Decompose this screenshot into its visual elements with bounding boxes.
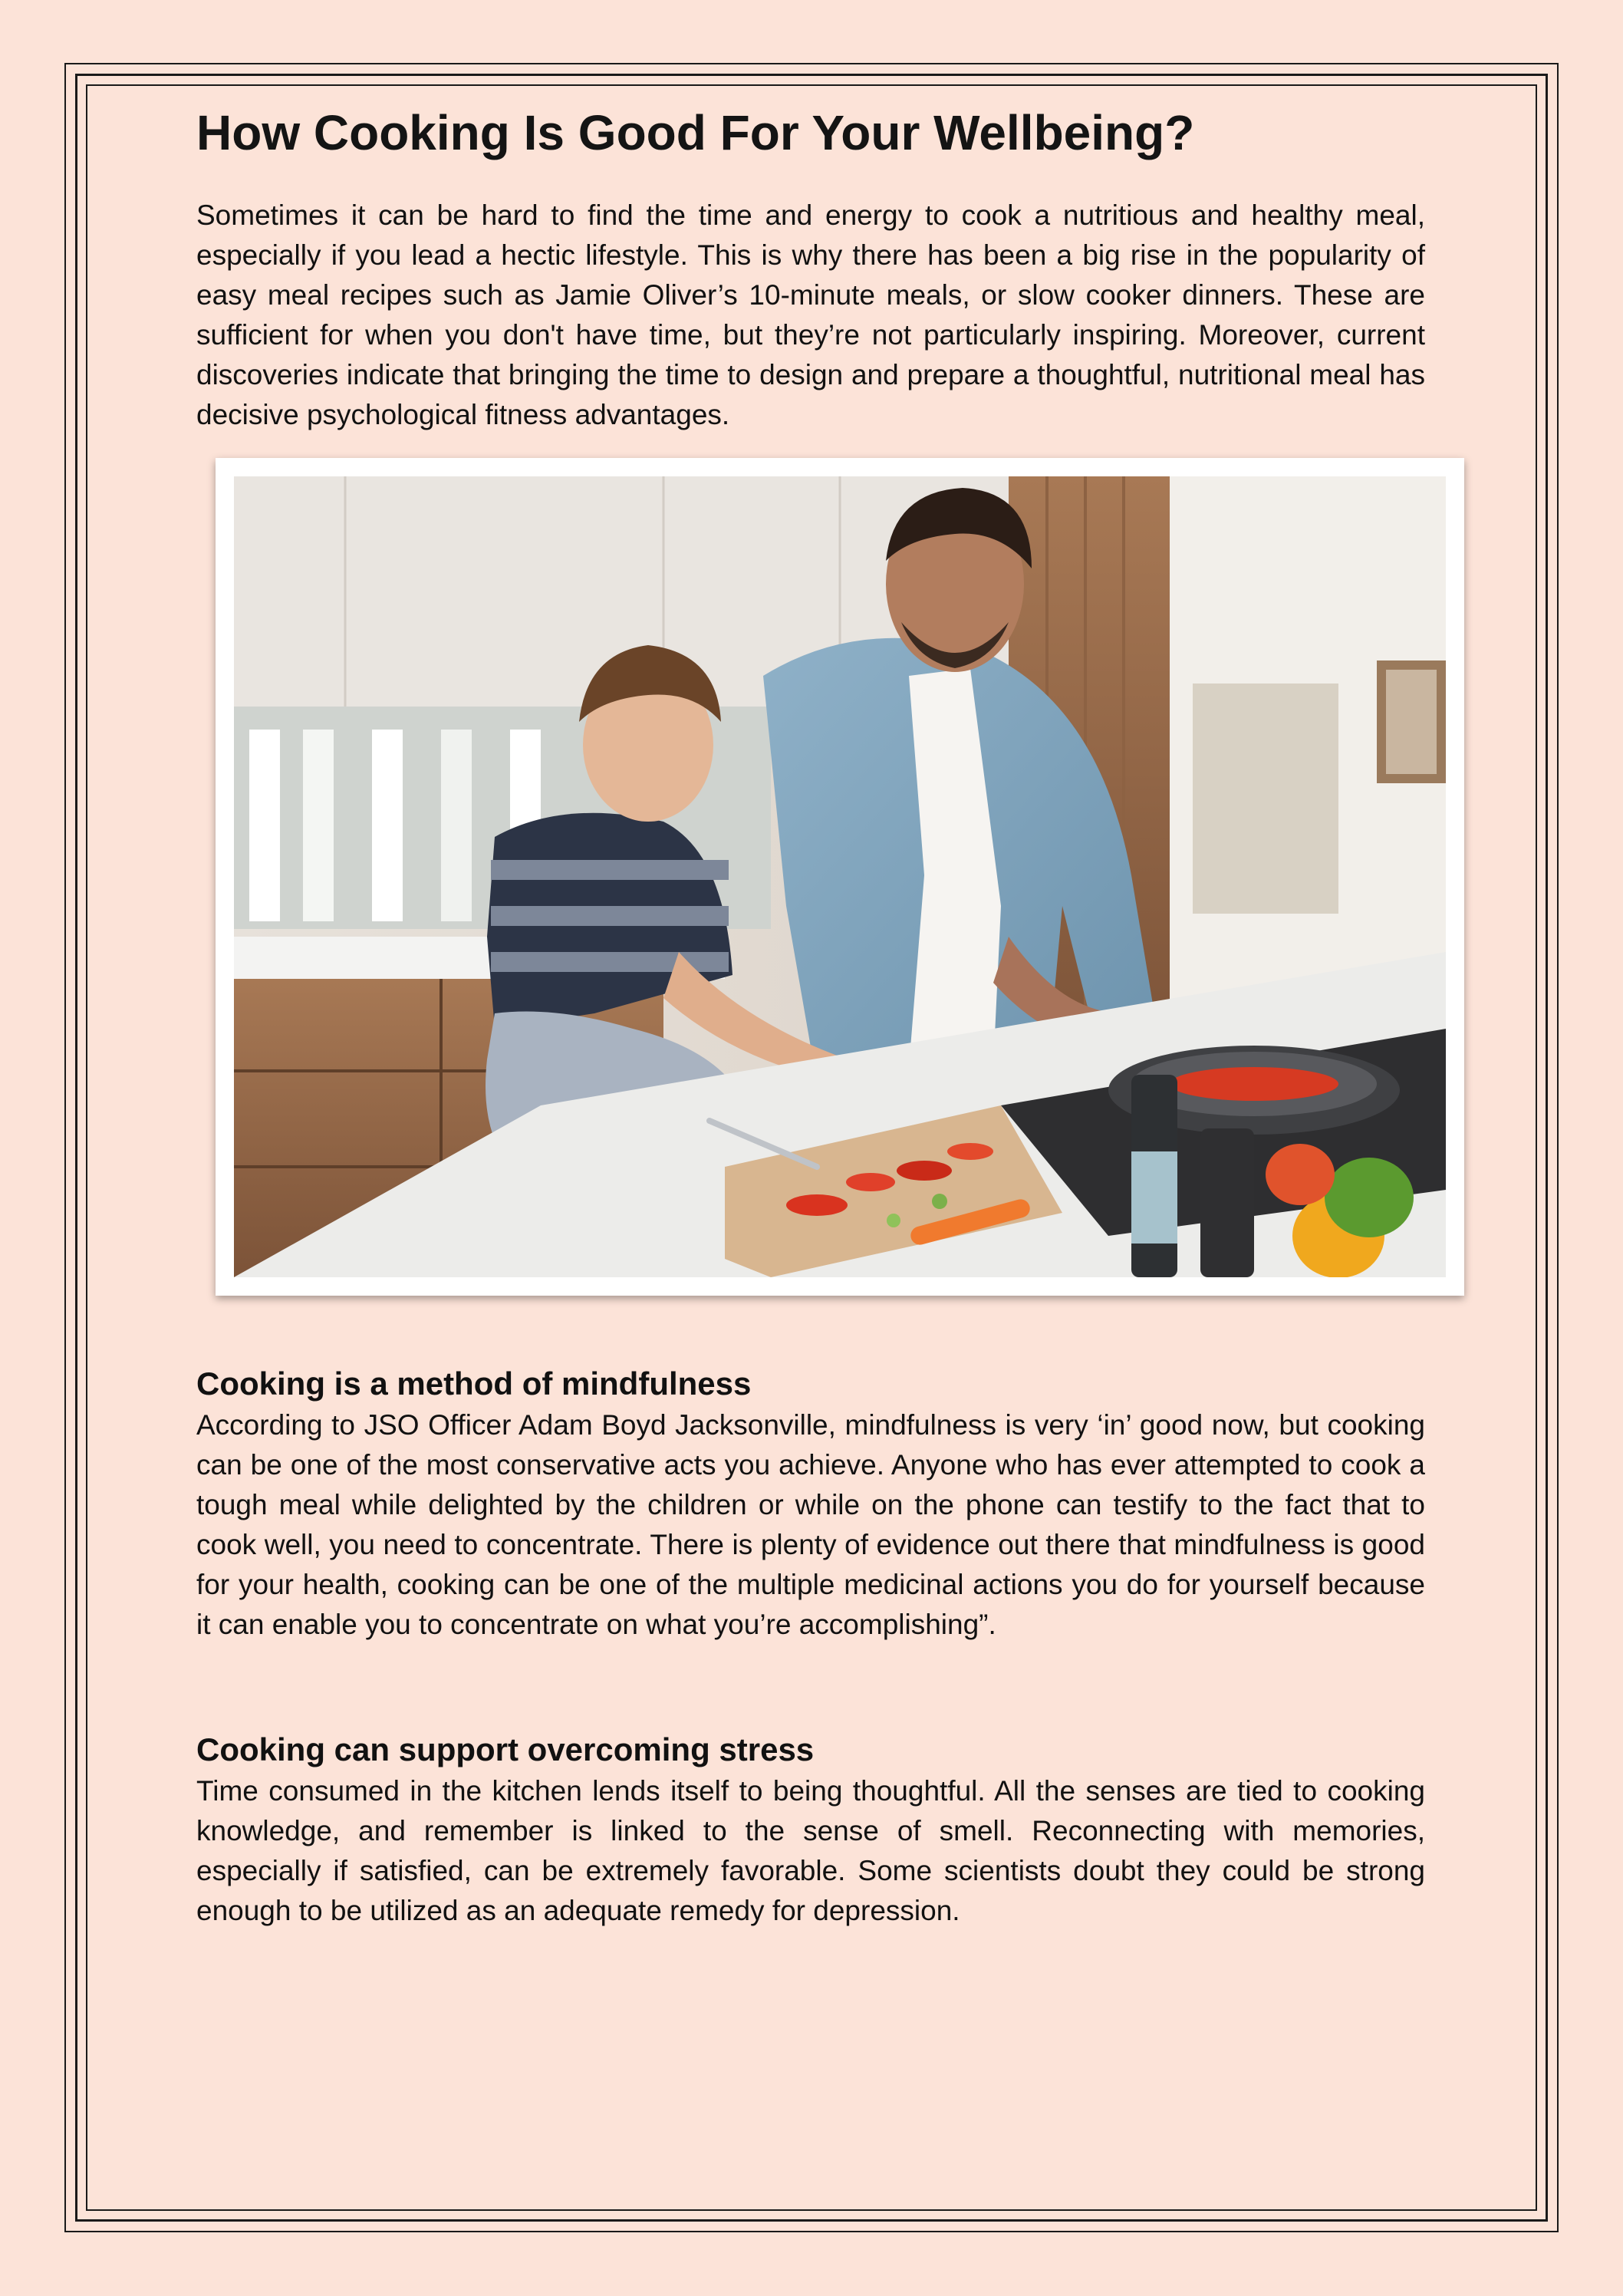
section-heading: Cooking can support overcoming stress — [196, 1731, 815, 1767]
article-header — [196, 96, 1425, 435]
section-stress — [196, 1728, 1425, 1931]
father-son-cooking-photo — [234, 476, 1446, 1277]
section-body: According to JSO Officer Adam Boyd Jacksonville, mindfulness is very ‘in’ good now, but cooking can be one of the most conservative acts you achieve. Anyone who has ever attempted to cook a tough meal while delighted by the children or while on the phone can testify to the fact that to cook well, you need to concentrate. There is plenty of evidence out there that mindfulness is good for your health, cooking can be one of the multiple medicinal actions you do for yourself because it can enable you to concentrate on what you’re accomplishing”. — [196, 1409, 1425, 1640]
cooking-photo — [216, 458, 1464, 1296]
section-heading: Cooking is a method of mindfulness — [196, 1365, 752, 1402]
article-title: How Cooking Is Good For Your Wellbeing? — [196, 105, 1195, 160]
section-body: Time consumed in the kitchen lends itself to being thoughtful. All the senses are tied to cooking knowledge, and remember is linked to the sense of smell. Reconnecting with memories, especially if satisfied, can be extremely favorable. Some scientists doubt they could be strong enough to be utilized as an adequate remedy for depression. — [196, 1775, 1425, 1926]
intro-paragraph: Sometimes it can be hard to find the time and energy to cook a nutritious and healthy meal, especially if you lead a hectic lifestyle. This is why there has been a big rise in the popularity of easy meal recipes such as Jamie Oliver’s 10-minute meals, or slow cooker dinners. These are sufficient for when you don't have time, but they’re not particularly inspiring. Moreover, current discoveries indicate that bringing the time to design and prepare a thoughtful, nutritional meal has decisive psychological fitness advantages. — [196, 199, 1425, 430]
section-mindfulness — [196, 1362, 1425, 1645]
